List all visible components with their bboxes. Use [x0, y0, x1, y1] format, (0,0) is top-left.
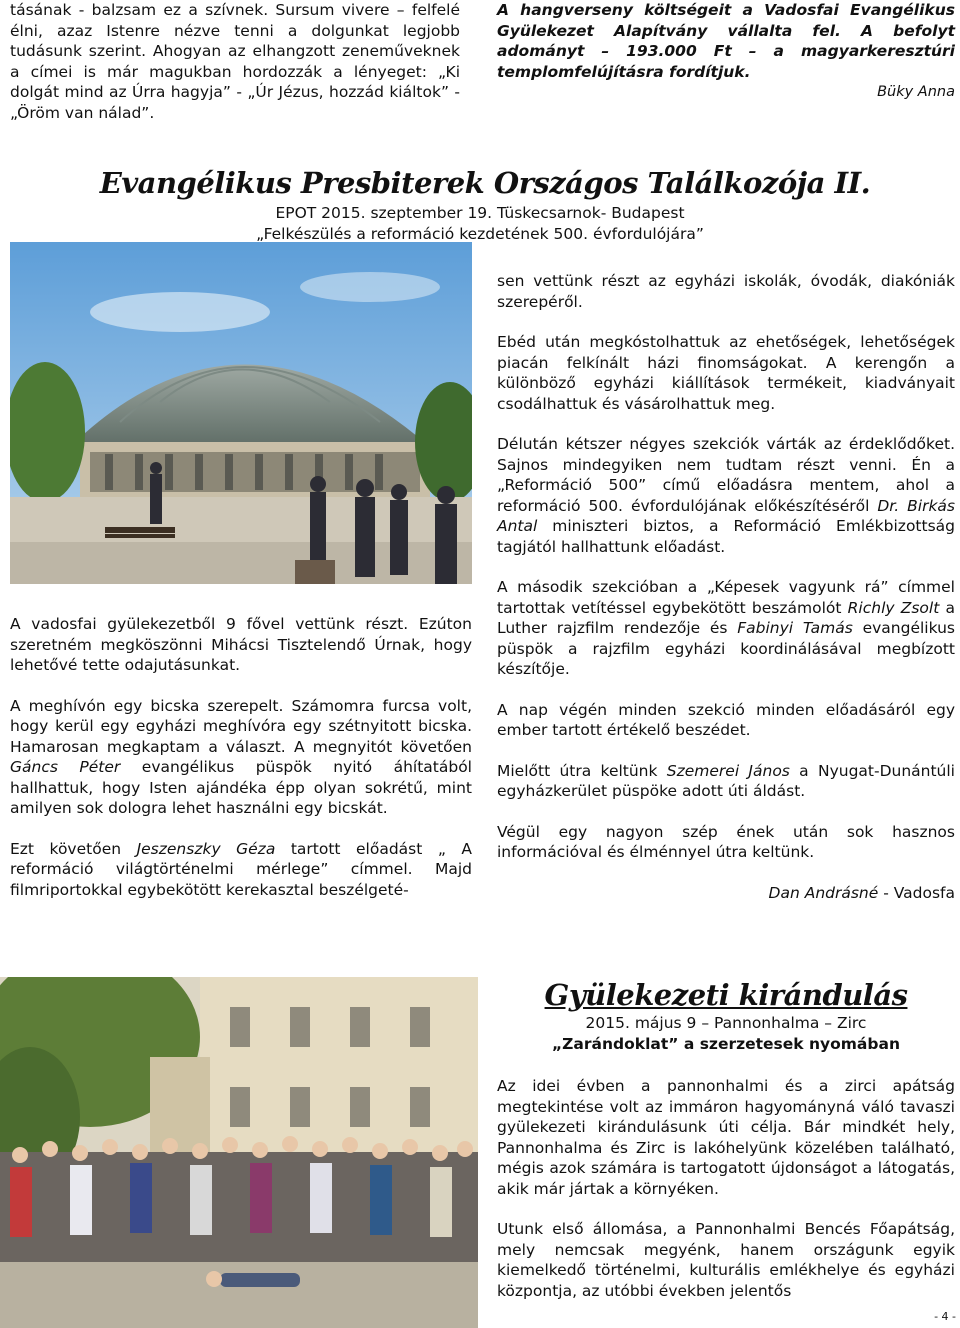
article1-left-para-3: Ezt követően Jeszenszky Géza tartott előadást „ A reformáció világtörténelmi mérlege” címmel. Majd filmriportokkal egybekötött kerekasztal beszélgeté-: [10, 839, 472, 899]
concert-note-text: A hangverseny költségeit a Vadosfai Evangélikus Gyülekezet Alapítvány vállalta fel. A befolyt adományt – 193.000 Ft – a magyarkeresztúri templomfelújításra fordítjuk.: [497, 1, 955, 81]
article1-right-para-6: Mielőtt útra keltünk Szemerei János a Nyugat-Dunántúli egyházkerület püspöke adott úti áldást.: [497, 761, 955, 800]
article2-subtitle: 2015. május 9 – Pannonhalma – Zirc: [585, 1014, 867, 1032]
tuskecsarnok-photo: [10, 242, 472, 584]
article1-right-para-5: A nap végén minden szekció minden előadásáról egy ember tartott értékelő beszédet.: [497, 700, 955, 739]
article1-author-place: - Vadosfa: [878, 883, 955, 902]
article1-right-para-1: sen vettünk részt az egyházi iskolák, óvodák, diakóniák szerepéről.: [497, 272, 955, 311]
article1-left-column: [10, 614, 472, 900]
article1-subtitle: EPOT 2015. szeptember 19. Tüskecsarnok- Budapest: [275, 204, 685, 222]
article1-left-para-1: A vadosfai gyülekezetből 9 fővel vettünk részt. Ezúton szeretném megköszönni Mihácsi Tisztelendő Úrnak, hogy lehetővé tette odajutásunkat.: [10, 615, 472, 674]
article1-right-para-7: Végül egy nagyon szép ének után sok hasznos információval és élménnyel útra keltünk.: [497, 822, 955, 861]
article1-right-para-2: Ebéd után megkóstolhattuk az ehetőségek, lehetőségek piacán felkínált házi finomságokat. A kerengőn a különböző egyházi kiállítások termékeit, kiadványait csodálhattuk és vásárolhattuk meg.: [497, 333, 955, 413]
concert-note: [497, 0, 955, 103]
article2-body: [497, 1076, 955, 1301]
concert-note-author: Büky Anna: [877, 84, 955, 100]
group-photo: [0, 977, 478, 1328]
top-left-text: tásának - balzsam ez a szívnek. Sursum vivere – felfelé élni, azaz Istenre nézve tenni a dolgunkat legjobb tudásunk szerint. Ahogyan az elhangzott zeneműveknek a címei is már magukban hordozzák a lényeget: „Ki dolgát mind az Úrra hagyja” - „Úr Jézus, hozzád kiáltok” - „Öröm van nálad”.: [10, 1, 460, 122]
article2-para-1: Az idei évben a pannonhalmi és a zirci apátság megtekintése volt az immáron hagyományná váló tavaszi gyülekezeti kirándulásunk úti célja. Bár mindkét hely, Pannonhalma és Zirc is lakóhelyünk közelében található, mégis azok számára is tartogatott újdonságot a látogatás, akik már jártak a környéken.: [497, 1077, 955, 1198]
page-number: - 4 -: [934, 1310, 956, 1323]
article1-right-column: [497, 271, 955, 903]
article1-right-para-3: Délután kétszer négyes szekciók várták az érdeklődőket. Sajnos mindegyiken nem tudtam részt venni. Én a „Reformáció 500” című előadásra mentem, ahol a reformáció 500. évfordulójának előkészítéséről Dr. Birkás Antal miniszteri biztos, a Reformáció Emlékbizottság tagjától hallhattunk előadást.: [497, 435, 955, 556]
article2-title: Gyülekezeti kirándulás: [544, 978, 908, 1012]
building-photo-image: [10, 242, 472, 584]
article1-header: [0, 165, 960, 244]
article1-title: Evangélikus Presbiterek Országos Találkozója II.: [99, 166, 871, 200]
article1-subtitle2: „Felkészülés a reformáció kezdetének 500. évfordulójára”: [256, 224, 704, 243]
article2-header: [497, 977, 955, 1054]
article1-author: [497, 883, 955, 904]
article2-subtitle2: „Zarándoklat” a szerzetesek nyomában: [552, 1034, 900, 1053]
article1-author-name: Dan Andrásné: [768, 883, 879, 902]
group-photo-image: [0, 977, 478, 1328]
article1-right-para-4: A második szekcióban a „Képesek vagyunk rá” címmel tartottak vetítéssel egybekötött beszámolót Richly Zsolt a Luther rajzfilm rendezője és Fabinyi Tamás evangélikus püspök a rajzfilm egyházi koordinálásával megbízott készítője.: [497, 578, 955, 678]
article1-left-para-2: A meghívón egy bicska szerepelt. Számomra furcsa volt, hogy kerül egy egyházi meghívóra egy szétnyitott bicska. Hamarosan megkaptam a választ. A megnyitót követően Gáncs Péter evangélikus püspök nyitó áhítatából hallhattuk, hogy Isten ajándéka épp olyan sokrétű, mint amilyen sok dologra lehet használni egy bicskát.: [10, 696, 472, 817]
article2-para-2: Utunk első állomása, a Pannonhalmi Bencés Főapátság, mely nemcsak megyénk, hanem országunk egyik kiemelkedő történelmi, kulturális emlékhelye és egyházi központja, az utóbbi években jelentős: [497, 1220, 955, 1300]
